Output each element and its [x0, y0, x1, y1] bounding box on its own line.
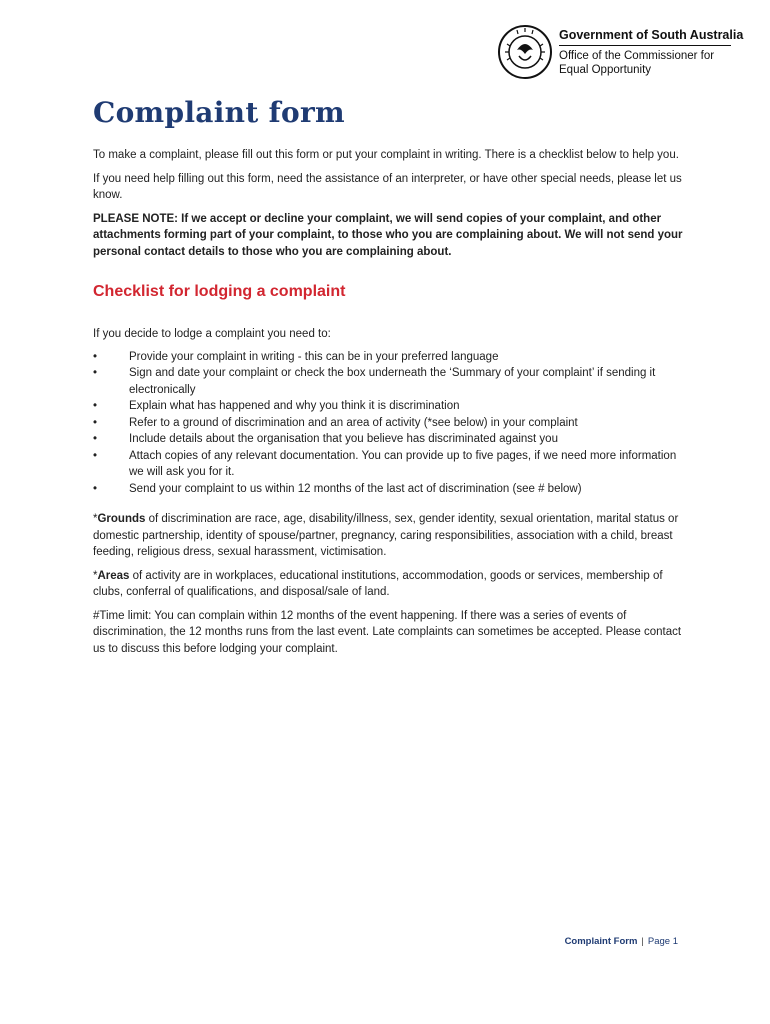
- list-item: [93, 349, 693, 366]
- bullet-icon: •: [93, 416, 98, 429]
- please-note-paragraph: PLEASE NOTE: If we accept or decline your complaint, we will send copies of your complaint, and other attachments forming part of your complaint, to those who you are complaining about. We will not send your personal contact details to those who you are complaining about.: [93, 212, 683, 258]
- grounds-label: Grounds: [97, 513, 146, 525]
- list-item-text: Attach copies of any relevant documentation. You can provide up to five pages, if we need more information we will ask you for it.: [129, 449, 677, 478]
- bullet-icon: •: [93, 350, 98, 363]
- list-item-text: Send your complaint to us within 12 months of the last act of discrimination (see # below): [129, 482, 582, 495]
- list-item: [93, 415, 693, 432]
- office-name-line2: Equal Opportunity: [559, 64, 652, 76]
- grounds-prefix: *: [93, 513, 98, 525]
- list-item: [93, 481, 693, 498]
- state-emblem-icon: [497, 24, 553, 80]
- page-footer: [565, 936, 678, 947]
- header-logo: [497, 24, 744, 80]
- list-item: [93, 448, 693, 481]
- bullet-icon: •: [93, 433, 98, 445]
- areas-text: of activity are in workplaces, educational institutions, accommodation, goods or services, membership of clubs, conferral of qualifications, and disposal/sale of land.: [93, 569, 663, 598]
- list-item: [93, 431, 693, 448]
- list-item-text: Sign and date your complaint or check the box underneath the ‘Summary of your complaint’ if sending it electronically: [129, 367, 656, 396]
- bullet-icon: •: [93, 449, 98, 462]
- office-name-line1: Office of the Commissioner for: [559, 50, 715, 62]
- time-limit-paragraph: #Time limit: You can complain within 12 months of the event happening. If there was a series of events of discrimination, the 12 months runs from the last event. Late complaints can sometimes be accepted. Please contact us to discuss this before lodging your complaint.: [93, 609, 682, 655]
- intro-paragraph-1: To make a complaint, please fill out this form or put your complaint in writing. There is a checklist below to help you.: [93, 149, 679, 161]
- bullet-icon: •: [93, 367, 98, 379]
- government-name: Government of South Australia: [559, 28, 744, 42]
- areas-prefix: *: [93, 569, 98, 582]
- checklist: [93, 349, 693, 498]
- intro-paragraph-2: If you need help filling out this form, need the assistance of an interpreter, or have other special needs, please let us know.: [93, 172, 682, 201]
- list-item: [93, 398, 693, 415]
- document-body: [93, 147, 693, 664]
- grounds-text: of discrimination are race, age, disability/illness, sex, gender identity, sexual orientation, marital status or domestic partnership, identity of spouse/partner, pregnancy, caring responsibilities, association with a child, breast feeding, religious dress, sexual harassment, victimisation.: [93, 513, 679, 558]
- checklist-lead: If you decide to lodge a complaint you need to:: [93, 328, 331, 340]
- list-item: [93, 365, 693, 398]
- logo-divider: [559, 45, 731, 46]
- list-item-text: Explain what has happened and why you think it is discrimination: [129, 400, 460, 412]
- list-item-text: Include details about the organisation that you believe has discriminated against you: [129, 433, 558, 445]
- grounds-paragraph: [93, 511, 693, 561]
- areas-label: Areas: [97, 569, 130, 582]
- list-item-text: Provide your complaint in writing - this can be in your preferred language: [129, 350, 499, 363]
- checklist-heading: Checklist for lodging a complaint: [93, 283, 346, 300]
- bullet-icon: •: [93, 482, 98, 495]
- page-title: Complaint form: [93, 96, 345, 129]
- areas-paragraph: [93, 568, 693, 601]
- page-number: Page 1: [647, 936, 678, 947]
- footer-label: Complaint Form: [564, 936, 638, 947]
- bullet-icon: •: [93, 400, 98, 412]
- footer-separator: |: [641, 936, 644, 947]
- list-item-text: Refer to a ground of discrimination and an area of activity (*see below) in your complaint: [129, 416, 578, 429]
